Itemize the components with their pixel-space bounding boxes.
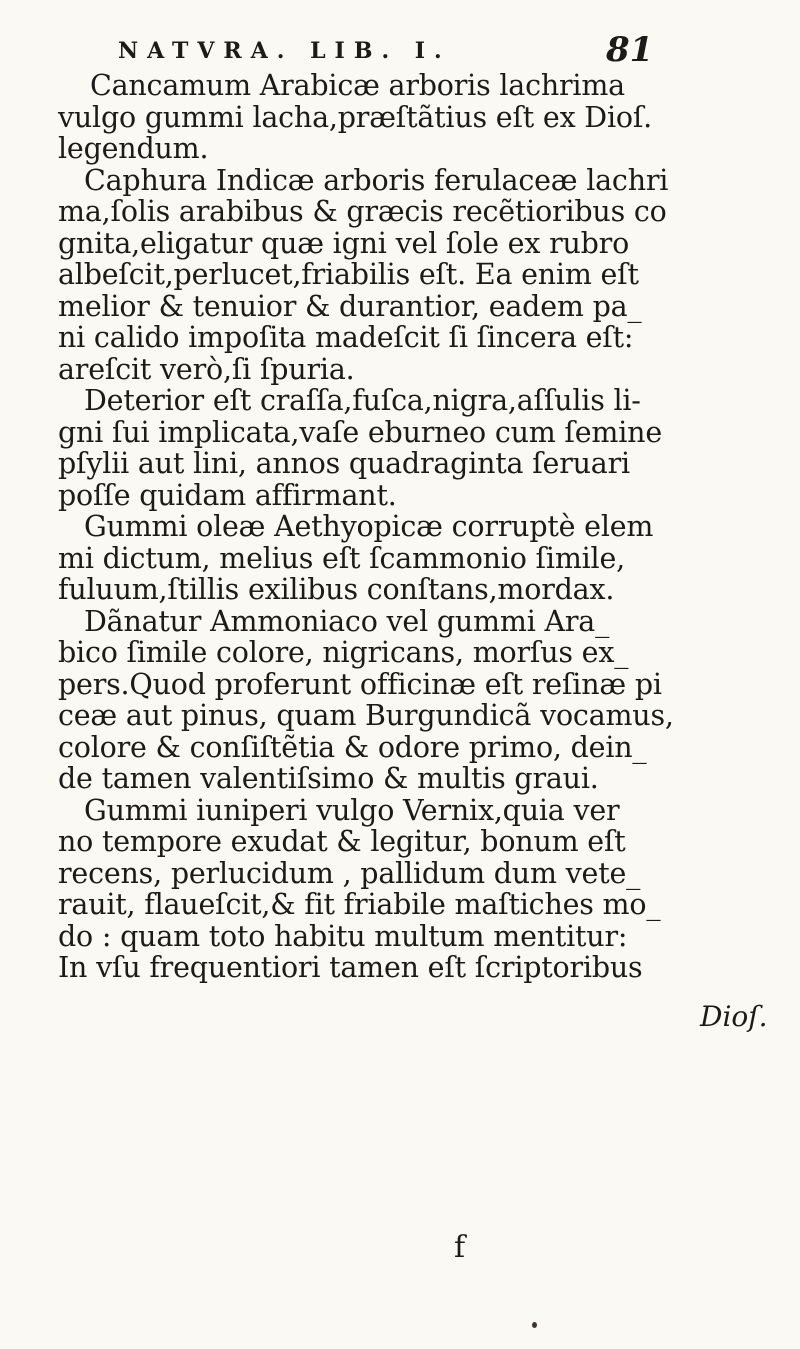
text-line: rauit, flaueſcit,& fit friabile maſtiches mo_ <box>58 888 661 921</box>
text-line: areſcit verò,ſi ſpuria. <box>58 352 355 386</box>
text-line: recens, perlucidum , pallidum dum vete_ <box>58 856 641 890</box>
text-line: legendum. <box>58 132 209 165</box>
marginal-note: Dioſ. <box>700 1000 768 1033</box>
text-line: ni calido impoſita madeſcit ſi ſincera eſt: <box>58 321 634 354</box>
ink-speck <box>532 1322 537 1328</box>
text-line: bico ſimile colore, nigricans, morſus ex_ <box>58 636 629 669</box>
text-line: no tempore exudat & legitur, bonum eſt <box>58 825 626 858</box>
text-line: colore & conſiſtẽtia & odore primo, dein_ <box>58 730 647 764</box>
text-line: Cancamum Arabicæ arboris lachrima <box>90 69 625 102</box>
page-number: 81 <box>606 30 654 70</box>
text-line: Gummi iuniperi vulgo Vernix,quia ver <box>84 793 620 827</box>
text-line: Deterior eſt craſſa,fuſca,nigra,aſſulis li- <box>84 384 641 417</box>
text-line: vulgo gummi lacha,præſtãtius eſt ex Dioſ. <box>58 100 653 134</box>
text-line: poſſe quidam affirmant. <box>58 478 397 512</box>
text-line: albeſcit,perlucet,friabilis eſt. Ea enim eſt <box>58 258 639 291</box>
text-line: fuluum,ſtillis exilibus conſtans,mordax. <box>58 573 615 606</box>
text-line: ceæ aut pinus, quam Burgundicã vocamus, <box>58 699 674 732</box>
text-line: gni ſui implicata,vaſe eburneo cum ſemine <box>58 415 662 449</box>
text-line: melior & tenuior & durantior, eadem pa_ <box>58 289 642 323</box>
text-line: de tamen valentiſsimo & multis graui. <box>58 762 599 795</box>
text-line: Gummi oleæ Aethyopicæ corruptè elem <box>84 510 654 543</box>
text-line: mi dictum, melius eſt ſcammonio ſimile, <box>58 541 626 575</box>
text-line: ma,ſolis arabibus & græcis recẽtioribus co <box>58 195 667 228</box>
text-line: pſylii aut lini, annos quadraginta ſeruari <box>58 447 630 480</box>
text-line: Caphura Indicæ arboris ferulaceæ lachri <box>84 163 669 197</box>
body-text <box>58 69 674 984</box>
text-line: do : quam toto habitu multum mentitur: <box>58 919 628 953</box>
text-line: pers.Quod proferunt officinæ eſt reſinæ pi <box>58 667 662 701</box>
text-line: Dãnatur Ammoniaco vel gummi Ara_ <box>84 604 610 638</box>
text-line: In vſu frequentiori tamen eſt ſcriptoribus <box>58 951 643 984</box>
signature-mark: f <box>454 1230 466 1265</box>
text-line: gnita,eligatur quæ igni vel ſole ex rubro <box>58 226 630 260</box>
running-title: NATVRA. LIB. I. <box>118 38 451 64</box>
